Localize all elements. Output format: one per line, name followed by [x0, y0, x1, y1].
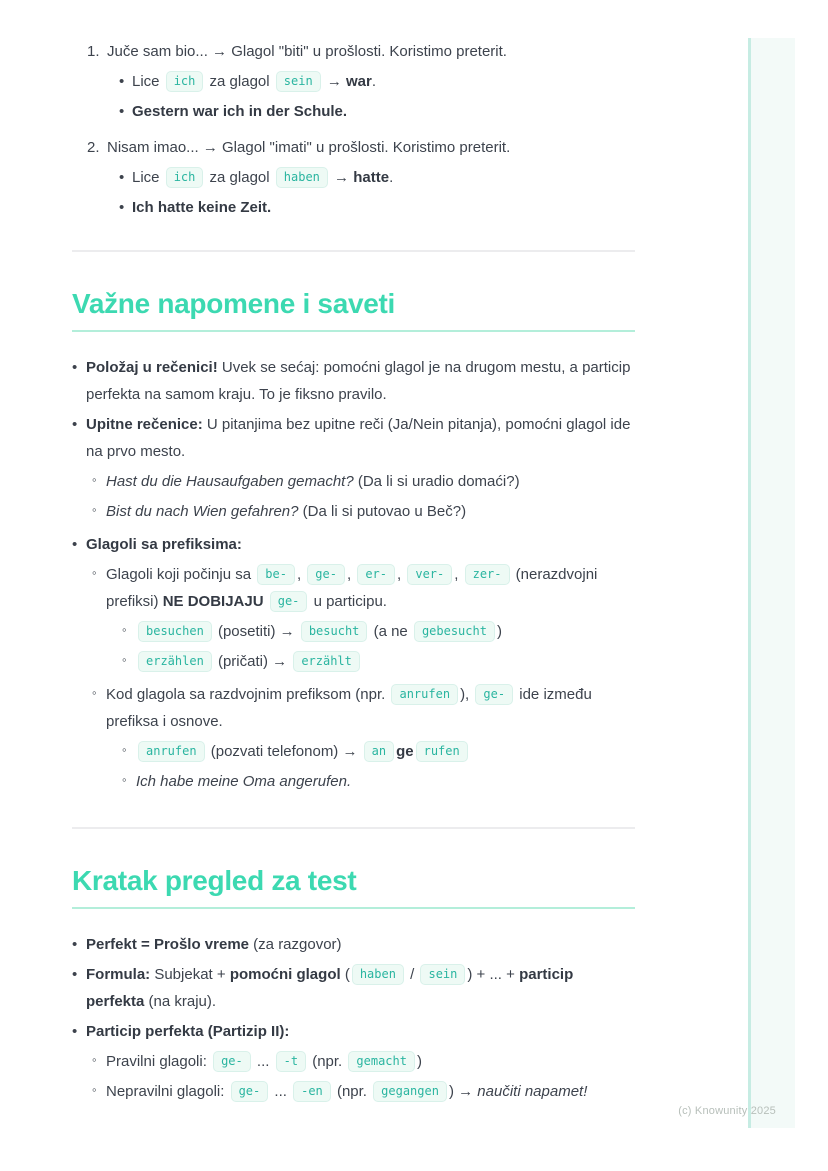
bullet-circle-marker: ◦	[92, 685, 97, 700]
text-run: Lice	[132, 73, 164, 90]
list-item-body	[106, 468, 635, 495]
bullet-circle-marker: ◦	[122, 652, 127, 667]
code-chip: -en	[293, 1081, 331, 1102]
list-item-text	[136, 648, 635, 675]
bullet-disc-marker: •	[119, 73, 125, 90]
page-edge-accent-bar	[748, 38, 795, 1128]
list-item-body	[136, 738, 635, 765]
ordered-list	[119, 164, 635, 221]
text-run: (Da li si putovao u Beč?)	[298, 503, 467, 520]
list-item-body	[132, 68, 635, 95]
text-run: (Da li si uradio domaći?)	[353, 473, 520, 490]
list-item-body	[86, 411, 635, 528]
bullet-disc-marker: •	[72, 936, 78, 953]
text-run: Lice	[132, 169, 164, 186]
list-item	[92, 1048, 635, 1075]
code-chip: sein	[420, 964, 465, 985]
list-item	[119, 194, 635, 221]
text-run: ,	[296, 566, 306, 583]
copyright-watermark: (c) Knowunity 2025	[678, 1105, 776, 1117]
list-item-body	[136, 618, 635, 645]
list-item	[122, 768, 635, 795]
list-item-text	[86, 354, 635, 408]
list-item-body	[106, 681, 635, 798]
list-item	[72, 411, 635, 528]
text-run: Nepravilni glagoli:	[106, 1083, 229, 1100]
text-run: Pravilni glagoli:	[106, 1053, 212, 1070]
text-run: ...	[270, 1083, 292, 1100]
code-chip: erzählt	[293, 651, 360, 672]
bold-text: NE DOBIJAJU	[162, 593, 264, 610]
list-item-text	[86, 411, 635, 465]
code-chip: anrufen	[138, 741, 205, 762]
list-item-text	[106, 1078, 635, 1105]
bullet-circle-marker: ◦	[92, 1082, 97, 1097]
bold-text: war	[346, 73, 372, 90]
text-run: (npr.	[308, 1053, 347, 1070]
ordered-list	[87, 38, 635, 224]
bold-text: Položaj u rečenici!	[86, 359, 218, 376]
list-item-text	[106, 561, 635, 615]
code-chip: haben	[352, 964, 404, 985]
document-body	[72, 32, 635, 1111]
list-number: 1.	[87, 43, 100, 60]
text-run: Glagoli koji počinju sa	[106, 566, 256, 583]
text-run: ) →	[448, 1083, 478, 1100]
bold-text: Gestern war ich in der Schule.	[132, 103, 348, 120]
text-run: ide između prefiksa i osnove.	[106, 686, 592, 730]
bullet-disc-marker: •	[72, 536, 78, 553]
text-run: za glagol	[205, 73, 274, 90]
text-run: →	[329, 169, 354, 186]
text-run: (pričati) →	[213, 653, 292, 670]
italic-text: naučiti napamet!	[477, 1083, 588, 1100]
list-item	[72, 961, 635, 1015]
list-item-text	[136, 738, 635, 765]
section-heading: Važne napomene i saveti	[72, 288, 635, 332]
list-item-text	[107, 134, 635, 161]
list-item	[72, 354, 635, 408]
code-chip: ich	[166, 167, 204, 188]
list-item-text	[86, 961, 635, 1015]
code-chip: anrufen	[391, 684, 458, 705]
list-item-body	[86, 531, 635, 801]
list-item	[119, 68, 635, 95]
bullet-circle-marker: ◦	[122, 772, 127, 787]
text-run: ),	[460, 686, 474, 703]
text-run: ) + ... +	[467, 966, 520, 983]
bullet-list	[72, 931, 635, 1108]
code-chip: gemacht	[348, 1051, 415, 1072]
text-run: (npr.	[332, 1083, 372, 1100]
list-item-text	[132, 68, 635, 95]
list-item-text	[106, 681, 635, 735]
text-run: za glagol	[205, 169, 274, 186]
bullet-circle-marker: ◦	[92, 472, 97, 487]
code-chip: rufen	[416, 741, 468, 762]
code-chip: ge-	[307, 564, 345, 585]
list-item-body	[86, 961, 635, 1015]
list-item-text	[136, 768, 635, 795]
bullet-list	[92, 468, 635, 525]
text-run: ,	[397, 566, 406, 583]
list-item	[87, 134, 635, 224]
bullet-disc-marker: •	[72, 1023, 78, 1040]
bullet-disc-marker: •	[72, 416, 78, 433]
list-item	[92, 498, 635, 525]
text-run: →	[322, 73, 347, 90]
bullet-circle-marker: ◦	[92, 1052, 97, 1067]
code-chip: besuchen	[138, 621, 212, 642]
bullet-list	[92, 1048, 635, 1105]
bullet-list	[92, 561, 635, 798]
list-item-body	[132, 164, 635, 191]
bold-text: particip perfekta	[86, 966, 574, 1010]
list-item	[122, 738, 635, 765]
list-item-text	[136, 618, 635, 645]
code-chip: gegangen	[373, 1081, 447, 1102]
italic-text: Hast du die Hausaufgaben gemacht?	[106, 473, 354, 490]
text-run: (	[340, 966, 350, 983]
section-divider	[72, 827, 635, 829]
code-chip: er-	[357, 564, 395, 585]
code-chip: be-	[257, 564, 295, 585]
text-run: (a ne	[369, 623, 412, 640]
list-item-body	[136, 768, 635, 795]
section-heading: Kratak pregled za test	[72, 865, 635, 909]
list-item-body	[86, 1018, 635, 1108]
code-chip: zer-	[465, 564, 510, 585]
bullet-circle-marker: ◦	[122, 622, 127, 637]
bullet-circle-marker: ◦	[122, 742, 127, 757]
code-chip: ich	[166, 71, 204, 92]
list-item-body	[107, 38, 635, 128]
list-item-body	[107, 134, 635, 224]
list-item-text	[132, 164, 635, 191]
bold-text: Glagoli sa prefiksima:	[86, 536, 242, 553]
bullet-circle-marker: ◦	[92, 565, 97, 580]
text-run: (na kraju).	[144, 993, 217, 1010]
bold-text: Perfekt = Prošlo vreme	[86, 936, 250, 953]
list-number: 2.	[87, 139, 100, 156]
text-run: (posetiti) →	[213, 623, 299, 640]
list-item	[122, 648, 635, 675]
text-run: u participu.	[309, 593, 387, 610]
bold-text: hatte	[353, 169, 390, 186]
bullet-list	[72, 354, 635, 801]
text-run: (za razgovor)	[249, 936, 342, 953]
list-item-text	[86, 931, 635, 958]
text-run: /	[405, 966, 419, 983]
list-item	[92, 561, 635, 678]
list-item-text	[106, 498, 635, 525]
code-chip: besucht	[301, 621, 368, 642]
list-item-body	[106, 498, 635, 525]
bullet-disc-marker: •	[119, 199, 125, 216]
list-item-body	[106, 561, 635, 678]
text-run: Uvek se sećaj: pomoćni glagol je na drugom mestu, a particip perfekta na samom kraju. To je fiksno pravilo.	[86, 359, 631, 403]
text-run: Kod glagola sa razdvojnim prefiksom (npr.	[106, 686, 390, 703]
code-chip: ge-	[231, 1081, 269, 1102]
bullet-disc-marker: •	[119, 103, 125, 120]
italic-text: Bist du nach Wien gefahren?	[106, 503, 299, 520]
bullet-disc-marker: •	[72, 359, 78, 376]
bold-text: pomoćni glagol	[229, 966, 341, 983]
text-run: .	[371, 73, 377, 90]
text-run: ,	[346, 566, 356, 583]
bold-text: Ich hatte keine Zeit.	[132, 199, 272, 216]
list-item-text	[86, 1018, 635, 1045]
bullet-list	[122, 738, 635, 795]
text-run: .	[389, 169, 394, 186]
text-run	[264, 593, 268, 610]
list-item-body	[132, 194, 635, 221]
code-chip: an	[364, 741, 394, 762]
bullet-circle-marker: ◦	[92, 502, 97, 517]
code-chip: -t	[276, 1051, 306, 1072]
code-chip: ge-	[270, 591, 308, 612]
bold-text: Formula:	[86, 966, 151, 983]
list-item-text	[86, 531, 635, 558]
text-run: )	[416, 1053, 422, 1070]
list-item-body	[132, 98, 635, 125]
list-item	[92, 681, 635, 798]
list-item	[92, 1078, 635, 1105]
list-item-text	[107, 38, 635, 65]
list-item	[72, 531, 635, 801]
list-item	[87, 38, 635, 128]
list-item	[72, 931, 635, 958]
list-item-text	[106, 468, 635, 495]
list-item-text	[132, 194, 635, 221]
text-run: Juče sam bio... → Glagol "biti" u prošlosti. Koristimo preterit.	[107, 43, 507, 60]
text-run: ,	[454, 566, 463, 583]
list-item	[119, 164, 635, 191]
list-item-body	[136, 648, 635, 675]
text-run: U pitanjima bez upitne reči (Ja/Nein pitanja), pomoćni glagol ide na prvo mesto.	[86, 416, 631, 460]
list-item-text	[106, 1048, 635, 1075]
bold-text: ge	[396, 743, 414, 760]
text-run: (nerazdvojni prefiksi)	[106, 566, 598, 610]
text-run: ...	[252, 1053, 274, 1070]
text-run: )	[496, 623, 502, 640]
bullet-disc-marker: •	[72, 966, 78, 983]
text-run: (pozvati telefonom) →	[206, 743, 362, 760]
list-item-body	[86, 354, 635, 408]
list-item-text	[132, 98, 635, 125]
ordered-list	[119, 68, 635, 125]
list-item	[92, 468, 635, 495]
code-chip: sein	[276, 71, 321, 92]
text-run: Nisam imao... → Glagol "imati" u prošlosti. Koristimo preterit.	[107, 139, 511, 156]
code-chip: haben	[276, 167, 328, 188]
bullet-disc-marker: •	[119, 169, 125, 186]
list-item	[119, 98, 635, 125]
code-chip: ver-	[407, 564, 452, 585]
bold-text: Upitne rečenice:	[86, 416, 203, 433]
code-chip: ge-	[475, 684, 513, 705]
code-chip: erzählen	[138, 651, 212, 672]
list-item-body	[106, 1048, 635, 1075]
list-item	[122, 618, 635, 645]
code-chip: ge-	[213, 1051, 251, 1072]
text-run: Subjekat +	[150, 966, 230, 983]
code-chip: gebesucht	[414, 621, 495, 642]
bold-text: Particip perfekta (Partizip II):	[86, 1023, 290, 1040]
italic-text: Ich habe meine Oma angerufen.	[136, 773, 352, 790]
section-divider	[72, 250, 635, 252]
list-item	[72, 1018, 635, 1108]
list-item-body	[86, 931, 635, 958]
list-item-body	[106, 1078, 635, 1105]
bullet-list	[122, 618, 635, 675]
